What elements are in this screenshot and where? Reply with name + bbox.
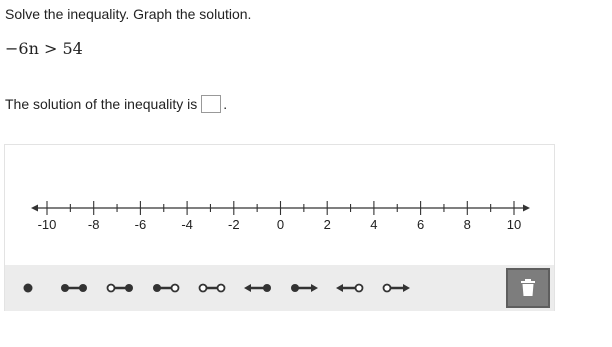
tick-label: 8 <box>463 217 471 232</box>
tool-open-open-segment[interactable] <box>189 265 235 311</box>
tool-closed-left-ray[interactable] <box>235 265 281 311</box>
answer-suffix: . <box>223 96 228 112</box>
tool-open-right-ray[interactable] <box>373 265 419 311</box>
graph-panel <box>4 144 555 311</box>
open-right-ray-icon <box>379 281 413 295</box>
inequality-expression: −6n > 54 <box>5 39 83 58</box>
answer-input[interactable] <box>201 95 221 113</box>
tool-closed-closed-segment[interactable] <box>51 265 97 311</box>
tick-label: -2 <box>228 217 240 232</box>
tool-open-closed-segment[interactable] <box>97 265 143 311</box>
tick-label: 4 <box>370 217 378 232</box>
graph-toolbar <box>5 265 554 311</box>
closed-open-segment-icon <box>149 281 183 295</box>
tick-label: -8 <box>87 217 100 232</box>
tick-label: 2 <box>323 217 331 232</box>
answer-line <box>5 95 227 113</box>
tick-label: -6 <box>134 217 147 232</box>
tick-label: -10 <box>37 217 57 232</box>
axis-arrow-left <box>31 205 38 212</box>
delete-button[interactable] <box>503 265 553 311</box>
axis-arrow-right <box>523 205 530 212</box>
tool-closed-point[interactable] <box>5 265 51 311</box>
open-closed-segment-icon <box>103 281 137 295</box>
closed-point-icon <box>11 281 45 295</box>
question-prompt: Solve the inequality. Graph the solution. <box>5 6 252 22</box>
tick-label: 10 <box>506 217 522 232</box>
tool-open-left-ray[interactable] <box>327 265 373 311</box>
tick-label: 0 <box>276 217 285 232</box>
answer-prefix: The solution of the inequality is <box>5 96 198 112</box>
tool-closed-right-ray[interactable] <box>281 265 327 311</box>
closed-right-ray-icon <box>287 281 321 295</box>
closed-closed-segment-icon <box>57 281 91 295</box>
number-line[interactable] <box>5 145 554 263</box>
open-left-ray-icon <box>333 281 367 295</box>
tick-label: 6 <box>416 217 425 232</box>
delete-button-face[interactable] <box>506 268 550 308</box>
tool-closed-open-segment[interactable] <box>143 265 189 311</box>
tick-label: -4 <box>181 217 193 232</box>
trash-icon <box>520 279 536 297</box>
open-open-segment-icon <box>195 281 229 295</box>
closed-left-ray-icon <box>241 281 275 295</box>
